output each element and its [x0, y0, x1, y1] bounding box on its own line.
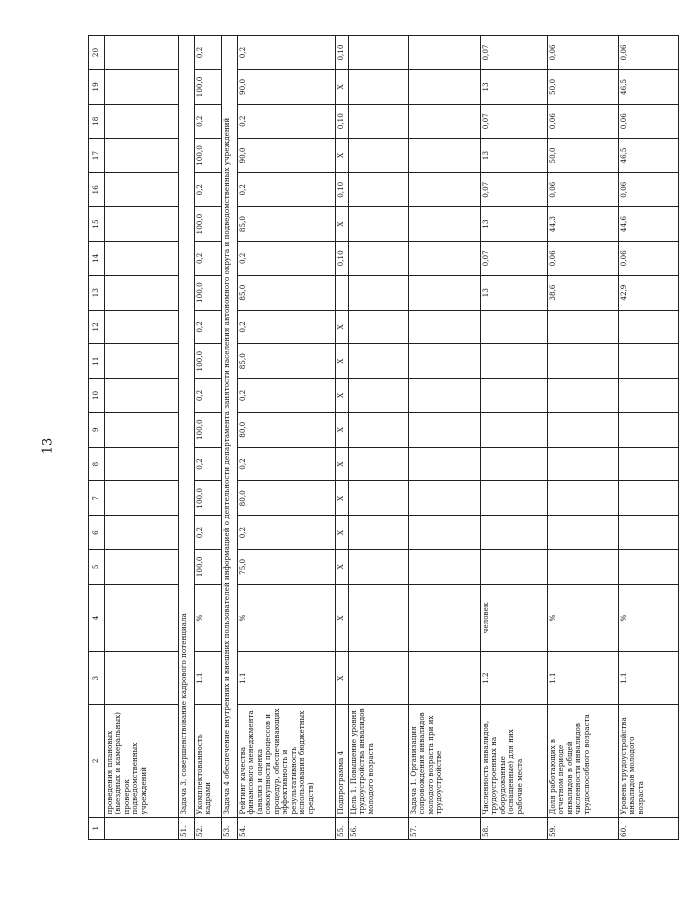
indicator-name-cell: Доля работающих в отчетном периоде инвалидов в общей численности инвалидов трудоспособного возраста [548, 705, 619, 817]
value-cell [409, 549, 481, 584]
value-cell [105, 344, 179, 379]
header-cell: 19 [89, 70, 105, 105]
value-cell: 100,0 [195, 70, 222, 105]
value-cell [349, 412, 409, 447]
value-cell: 42,9 [619, 275, 679, 310]
value-cell [349, 516, 409, 550]
row-number-cell: 58. [481, 817, 548, 839]
header-cell: 15 [89, 207, 105, 242]
value-cell: X [336, 549, 349, 584]
indicator-name-cell: Укомплектованность кадрами [195, 705, 222, 817]
value-cell [409, 104, 481, 138]
table-row [336, 36, 349, 840]
value-cell: 44,3 [548, 207, 619, 242]
value-cell: 1.1 [195, 652, 222, 705]
value-cell: 1.1 [548, 652, 619, 705]
value-cell: 50,0 [548, 138, 619, 173]
value-cell [481, 310, 548, 344]
value-cell [409, 584, 481, 651]
value-cell: 100,0 [195, 275, 222, 310]
value-cell [409, 138, 481, 173]
table-row [409, 36, 481, 840]
header-row [89, 36, 105, 840]
value-cell [349, 584, 409, 651]
header-cell: 3 [89, 652, 105, 705]
value-cell [105, 516, 179, 550]
value-cell [409, 36, 481, 70]
value-cell: 0,06 [548, 36, 619, 70]
value-cell: 0,2 [195, 36, 222, 70]
header-cell: 2 [89, 705, 105, 817]
row-number-cell: 51. [179, 817, 195, 839]
value-cell [409, 241, 481, 275]
value-cell [619, 344, 679, 379]
value-cell [409, 70, 481, 105]
value-cell [548, 549, 619, 584]
value-cell [481, 481, 548, 516]
header-cell: 5 [89, 549, 105, 584]
row-number-cell: 60. [619, 817, 679, 839]
value-cell [105, 173, 179, 207]
value-cell [349, 173, 409, 207]
value-cell: 100,0 [195, 138, 222, 173]
value-cell [409, 207, 481, 242]
value-cell [349, 344, 409, 379]
value-cell: % [238, 584, 336, 651]
row-number-cell: 55. [336, 817, 349, 839]
value-cell: 0,2 [195, 173, 222, 207]
value-cell [619, 549, 679, 584]
value-cell: 0,10 [336, 36, 349, 70]
header-cell: 9 [89, 412, 105, 447]
value-cell: 0,2 [238, 173, 336, 207]
value-cell: человек [481, 584, 548, 651]
value-cell [349, 379, 409, 413]
value-cell [481, 412, 548, 447]
value-cell [105, 584, 179, 651]
header-cell: 14 [89, 241, 105, 275]
value-cell: X [336, 584, 349, 651]
value-cell [105, 549, 179, 584]
section-row [222, 36, 238, 840]
value-cell [619, 310, 679, 344]
value-cell: 44,6 [619, 207, 679, 242]
value-cell [548, 447, 619, 481]
section-title-cell: Задача 4 обеспечение внутренних и внешних пользователей информацией о деятельности департамента занятости населения автономного округа и подведомственных учреждений [222, 36, 238, 818]
value-cell [481, 549, 548, 584]
value-cell: 85,0 [238, 207, 336, 242]
value-cell: X [336, 652, 349, 705]
table-row [195, 36, 222, 840]
indicator-name-cell: Задача 1. Организация сопровождения инвалидов молодого возраста при их трудоустройстве [409, 705, 481, 817]
indicator-name-cell: Цель 1. Повышение уровня трудоустройства инвалидов молодого возраста [349, 705, 409, 817]
value-cell: 0,10 [336, 241, 349, 275]
header-cell: 12 [89, 310, 105, 344]
value-cell: 13 [481, 138, 548, 173]
section-title-cell: Задача 3. совершенствование кадрового потенциала [179, 36, 195, 818]
value-cell [409, 173, 481, 207]
value-cell [548, 481, 619, 516]
value-cell: 0,2 [195, 104, 222, 138]
value-cell: 100,0 [195, 481, 222, 516]
value-cell: 13 [481, 275, 548, 310]
value-cell [548, 379, 619, 413]
value-cell: 46,5 [619, 138, 679, 173]
value-cell [619, 516, 679, 550]
value-cell [409, 447, 481, 481]
value-cell [349, 652, 409, 705]
value-cell: X [336, 310, 349, 344]
row-number-cell: 56. [349, 817, 409, 839]
indicator-name-cell: Рейтинг качества финансового менеджмента (анализ и оценка совокупности процессов и процедур, обеспечивающих эффективность и результативность использования бюджетных средств) [238, 705, 336, 817]
value-cell [481, 344, 548, 379]
value-cell [349, 36, 409, 70]
rotated-table-area [88, 35, 645, 840]
value-cell [349, 104, 409, 138]
value-cell [409, 310, 481, 344]
value-cell [105, 412, 179, 447]
value-cell [349, 207, 409, 242]
value-cell: 1.2 [481, 652, 548, 705]
value-cell: X [336, 207, 349, 242]
value-cell [409, 516, 481, 550]
value-cell: X [336, 516, 349, 550]
value-cell [105, 36, 179, 70]
value-cell: 0,06 [619, 241, 679, 275]
header-cell: 8 [89, 447, 105, 481]
value-cell: 80,0 [238, 481, 336, 516]
value-cell [105, 652, 179, 705]
value-cell: 0,10 [336, 104, 349, 138]
header-cell: 7 [89, 481, 105, 516]
value-cell [409, 275, 481, 310]
value-cell: 0,10 [336, 173, 349, 207]
value-cell [349, 310, 409, 344]
value-cell [481, 516, 548, 550]
value-cell [481, 379, 548, 413]
value-cell: 90,0 [238, 138, 336, 173]
value-cell: 0,06 [548, 241, 619, 275]
value-cell: 1.1 [619, 652, 679, 705]
table-row [238, 36, 336, 840]
header-cell: 13 [89, 275, 105, 310]
value-cell: 0,06 [548, 104, 619, 138]
table-row [619, 36, 679, 840]
value-cell [548, 310, 619, 344]
header-cell: 11 [89, 344, 105, 379]
value-cell [105, 241, 179, 275]
section-row [179, 36, 195, 840]
value-cell: 0,06 [619, 173, 679, 207]
value-cell [349, 447, 409, 481]
row-number-cell: 53. [222, 817, 238, 839]
value-cell [105, 310, 179, 344]
value-cell: 0,07 [481, 241, 548, 275]
value-cell [349, 241, 409, 275]
table-row [105, 36, 179, 840]
value-cell [409, 412, 481, 447]
value-cell: % [619, 584, 679, 651]
value-cell: 0,2 [238, 104, 336, 138]
header-cell: 10 [89, 379, 105, 413]
value-cell: 0,06 [619, 36, 679, 70]
value-cell: X [336, 481, 349, 516]
indicator-table [88, 35, 679, 840]
header-cell: 20 [89, 36, 105, 70]
row-number-cell: 59. [548, 817, 619, 839]
value-cell: % [195, 584, 222, 651]
indicator-name-cell: Уровень трудоустройства инвалидов молодого возраста [619, 705, 679, 817]
value-cell [349, 138, 409, 173]
value-cell: X [336, 344, 349, 379]
table-row [548, 36, 619, 840]
row-number-cell [105, 817, 179, 839]
value-cell: 85,0 [238, 275, 336, 310]
value-cell [349, 70, 409, 105]
page-number: 13 [40, 437, 56, 455]
value-cell: 100,0 [195, 207, 222, 242]
value-cell: % [548, 584, 619, 651]
indicator-name-cell: Подпрограмма 4 [336, 705, 349, 817]
indicator-name-cell: проведения плановых (выездных и камеральных) проверок подведомственных учреждений [105, 705, 179, 817]
value-cell [548, 412, 619, 447]
value-cell [409, 379, 481, 413]
table-row [349, 36, 409, 840]
value-cell: 0,07 [481, 173, 548, 207]
value-cell: 0,07 [481, 104, 548, 138]
value-cell: 0,06 [548, 173, 619, 207]
value-cell: 100,0 [195, 549, 222, 584]
value-cell [349, 481, 409, 516]
value-cell: 80,0 [238, 412, 336, 447]
row-number-cell: 57. [409, 817, 481, 839]
value-cell: 90,0 [238, 70, 336, 105]
value-cell [105, 481, 179, 516]
table-row [481, 36, 548, 840]
value-cell: 13 [481, 207, 548, 242]
value-cell: 0,2 [238, 447, 336, 481]
indicator-name-cell: Численность инвалидов, трудоустроенных на оборудованные (оснащенные) для них рабочие места [481, 705, 548, 817]
value-cell: 85,0 [238, 344, 336, 379]
value-cell [349, 275, 409, 310]
value-cell [619, 447, 679, 481]
value-cell: X [336, 412, 349, 447]
value-cell [336, 275, 349, 310]
value-cell [105, 70, 179, 105]
value-cell: 100,0 [195, 412, 222, 447]
value-cell [349, 549, 409, 584]
value-cell: 75,0 [238, 549, 336, 584]
header-cell: 17 [89, 138, 105, 173]
header-cell: 6 [89, 516, 105, 550]
value-cell: 38,6 [548, 275, 619, 310]
value-cell [105, 379, 179, 413]
value-cell [105, 104, 179, 138]
value-cell: 0,2 [238, 379, 336, 413]
value-cell: 0,2 [238, 36, 336, 70]
value-cell [619, 379, 679, 413]
row-number-cell: 54. [238, 817, 336, 839]
value-cell: 100,0 [195, 344, 222, 379]
value-cell [548, 344, 619, 379]
header-cell: 1 [89, 817, 105, 839]
value-cell: X [336, 379, 349, 413]
value-cell: X [336, 447, 349, 481]
value-cell [409, 344, 481, 379]
value-cell: 0,2 [195, 310, 222, 344]
header-cell: 18 [89, 104, 105, 138]
value-cell: 1.1 [238, 652, 336, 705]
value-cell: 0,2 [238, 241, 336, 275]
value-cell: X [336, 70, 349, 105]
value-cell [409, 481, 481, 516]
value-cell [105, 447, 179, 481]
value-cell: 0,2 [195, 516, 222, 550]
header-cell: 4 [89, 584, 105, 651]
value-cell [619, 412, 679, 447]
value-cell [548, 516, 619, 550]
value-cell: 0,2 [195, 241, 222, 275]
value-cell [481, 447, 548, 481]
value-cell: 13 [481, 70, 548, 105]
value-cell: 46,5 [619, 70, 679, 105]
value-cell: 0,2 [238, 310, 336, 344]
value-cell: X [336, 138, 349, 173]
value-cell: 0,2 [195, 447, 222, 481]
value-cell: 0,06 [619, 104, 679, 138]
row-number-cell: 52. [195, 817, 222, 839]
header-cell: 16 [89, 173, 105, 207]
value-cell [105, 275, 179, 310]
value-cell [409, 652, 481, 705]
value-cell: 0,07 [481, 36, 548, 70]
value-cell [105, 138, 179, 173]
value-cell: 0,2 [195, 379, 222, 413]
value-cell: 0,2 [238, 516, 336, 550]
value-cell: 50,0 [548, 70, 619, 105]
value-cell [619, 481, 679, 516]
value-cell [105, 207, 179, 242]
